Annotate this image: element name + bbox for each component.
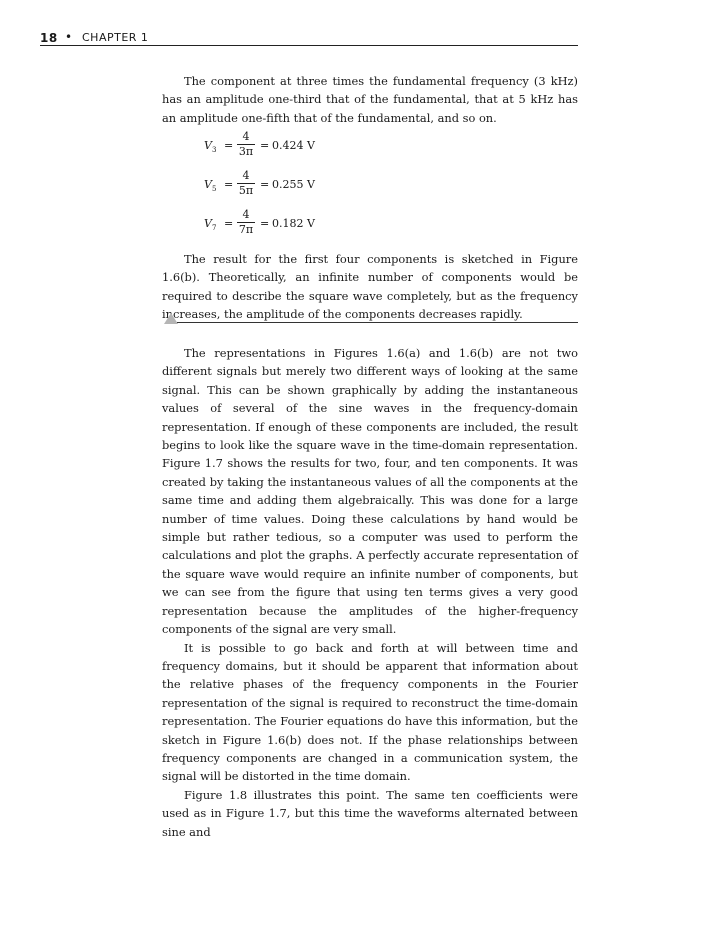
equation-v7 — [204, 209, 404, 239]
body-text — [162, 344, 578, 841]
equation-value: 0.424 V — [272, 139, 315, 152]
paragraph: Figure 1.8 illustrates this point. The same ten coefficients were used as in Figure 1.7, but this time the waveforms alternated between sine and — [162, 787, 578, 839]
numerator: 4 — [237, 170, 255, 184]
equation-v5 — [204, 170, 404, 200]
fraction — [237, 131, 255, 158]
fraction — [237, 170, 255, 197]
example-end-triangle-icon — [164, 313, 178, 324]
equation-lhs: $V_7$ — [204, 217, 217, 233]
paragraph: The result for the first four components is sketched in Figure 1.6(b). Theoretically, an infinite number of components would be required to describe the square wave completely, but as the frequency increases, the amplitude of the components decreases rapidly. — [162, 252, 578, 322]
example-end-rule — [177, 322, 578, 323]
paragraph: The component at three times the fundamental frequency (3 kHz) has an amplitude one-third that of the fundamental, that at 5 kHz has an amplitude one-fifth that of the fundamental, and so on. — [162, 74, 578, 125]
equals-sign: = — [260, 139, 270, 152]
equals-sign: = — [224, 217, 234, 230]
header-rule — [40, 45, 578, 46]
numerator: 4 — [237, 209, 255, 223]
fraction — [237, 209, 255, 236]
chapter-label: CHAPTER 1 — [82, 31, 149, 44]
equation-lhs: $V_5$ — [204, 178, 217, 194]
equals-sign: = — [224, 139, 234, 152]
paragraph-result — [162, 250, 578, 324]
page-number: 18 — [40, 31, 58, 45]
paragraph-intro — [162, 72, 578, 127]
equals-sign: = — [260, 217, 270, 230]
equation-value: 0.255 V — [272, 178, 315, 191]
denominator: 7π — [238, 223, 254, 236]
denominator: 3π — [238, 145, 254, 158]
paragraph: It is possible to go back and forth at will between time and frequency domains, but it should be apparent that information about the relative phases of the frequency components in the Fourier representation of the signal is required to reconstruct the time-domain representation. The Fourier equations do have this information, but the sketch in Figure 1.6(b) does not. If the phase relationships between frequency components are changed in a communication system, the signal will be distorted in the time domain. — [162, 640, 578, 784]
equals-sign: = — [224, 178, 234, 191]
equation-value: 0.182 V — [272, 217, 315, 230]
paragraph: The representations in Figures 1.6(a) and 1.6(b) are not two different signals but merely two different ways of looking at the same signal. This can be shown graphically by adding the instantaneous values of several of the sine waves in the frequency-domain representation. If enough of these components are included, the result begins to look like the square wave in the time-domain representation. Figure 1.7 shows the results for two, four, and ten components. It was created by taking the instantaneous values of all the components at the same time and adding them algebraically. This was done for a large number of time values. Doing these calculations by hand would be simple but rather tedious, so a computer was used to perform the calculations and plot the graphs. A perfectly accurate representation of the square wave would require an infinite number of components, but we can see from the figure that using ten terms gives a very good representation because the amplitudes of the higher-frequency components of the signal are very small. — [162, 346, 578, 637]
equation-lhs: $V_3$ — [204, 139, 217, 155]
equals-sign: = — [260, 178, 270, 191]
denominator: 5π — [238, 184, 254, 197]
header-bullet: • — [65, 30, 73, 44]
equation-v3 — [204, 131, 404, 161]
numerator: 4 — [237, 131, 255, 145]
